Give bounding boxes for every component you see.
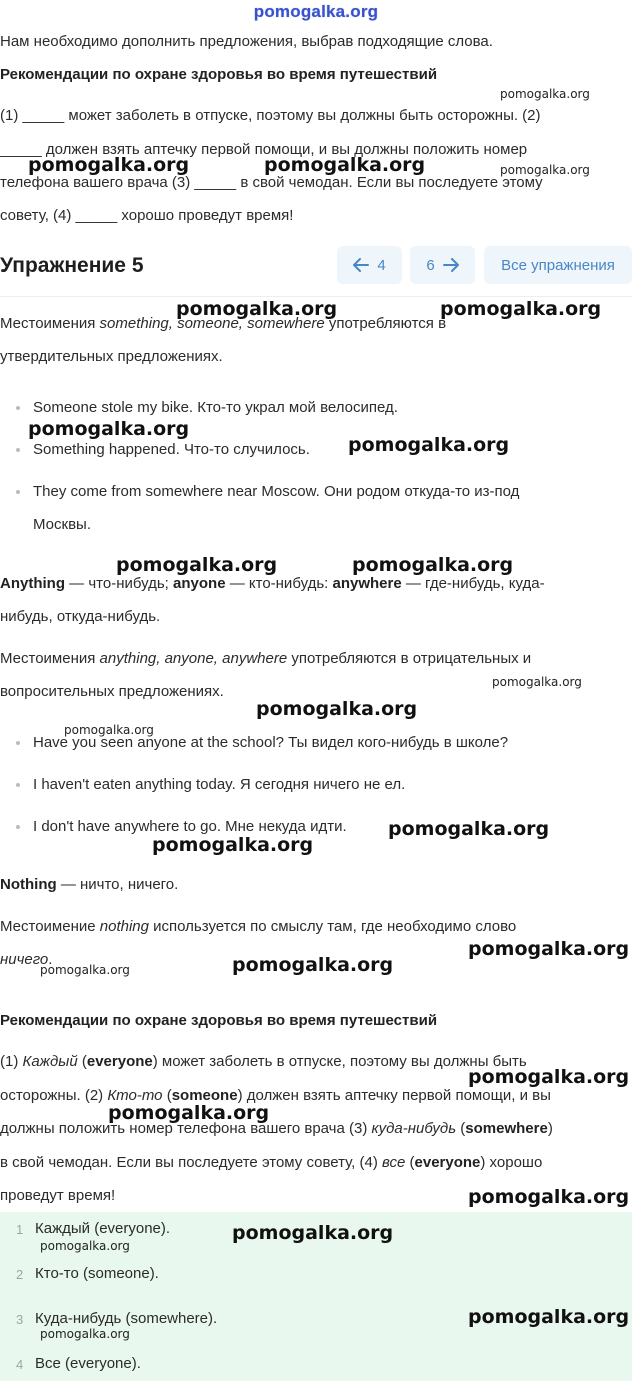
task-line-4: совету, (4) _____ хорошо проведут время!	[0, 207, 294, 224]
watermark: pomogalka.org	[468, 1186, 630, 1208]
answer-number: 2	[16, 1267, 24, 1282]
example-something: Something happened. Что-то случилось.	[33, 441, 310, 458]
any-definitions-line-2: нибудь, откуда-нибудь.	[0, 608, 161, 625]
watermark: pomogalka.org	[468, 1066, 630, 1088]
example-anything: I haven't eaten anything today. Я сегодня ничего не ел.	[33, 776, 406, 793]
watermark: pomogalka.org	[500, 87, 590, 101]
theory-paragraph-3: Местоимение nothing используется по смыслу там, где необходимо слово	[0, 918, 517, 935]
bullet-dot-icon	[16, 406, 20, 410]
bullet-dot-icon	[16, 825, 20, 829]
answer-number: 4	[16, 1357, 24, 1372]
prev-exercise-button[interactable]	[337, 246, 402, 284]
solution-line-2: осторожны. (2) Кто-то (someone) должен взять аптечку первой помощи, и вы	[0, 1087, 551, 1104]
theory-paragraph-3-line-2: ничего.	[0, 951, 53, 968]
watermark: pomogalka.org	[500, 163, 590, 177]
next-exercise-label: 6	[426, 256, 435, 274]
watermark: pomogalka.org	[116, 554, 278, 576]
divider	[0, 296, 632, 297]
watermark: pomogalka.org	[176, 298, 338, 320]
theory-paragraph-1-line-2: утвердительных предложениях.	[0, 348, 223, 365]
example-anyone: Have you seen anyone at the school? Ты видел кого-нибудь в школе?	[33, 734, 509, 751]
theory-paragraph-2: Местоимения anything, anyone, anywhere употребляются в отрицательных и	[0, 650, 532, 667]
watermark: pomogalka.org	[28, 418, 190, 440]
example-somewhere: They come from somewhere near Moscow. Они родом откуда-то из-под	[33, 483, 520, 500]
intro-text: Нам необходимо дополнить предложения, выбрав подходящие слова.	[0, 33, 493, 50]
bullet-dot-icon	[16, 490, 20, 494]
watermark: pomogalka.org	[492, 675, 582, 689]
answer-text: Каждый (everyone).	[35, 1220, 171, 1237]
theory-paragraph-1: Местоимения something, someone, somewhere употребляются в	[0, 315, 447, 332]
example-somewhere-line-2: Москвы.	[33, 516, 91, 533]
bullet-dot-icon	[16, 783, 20, 787]
answer-text: Куда-нибудь (somewhere).	[35, 1310, 218, 1327]
solution-title: Рекомендации по охране здоровья во время путешествий	[0, 1012, 438, 1029]
task-line-3: телефона вашего врача (3) _____ в свой чемодан. Если вы последуете этому	[0, 174, 543, 191]
task-title: Рекомендации по охране здоровья во время путешествий	[0, 66, 438, 83]
bullet-dot-icon	[16, 448, 20, 452]
answer-text: Кто-то (someone).	[35, 1265, 159, 1282]
example-someone: Someone stole my bike. Кто-то украл мой велосипед.	[33, 399, 398, 416]
nothing-definition: Nothing — ничто, ничего.	[0, 876, 179, 893]
watermark: pomogalka.org	[40, 963, 130, 977]
site-header-watermark: pomogalka.org	[253, 2, 379, 21]
watermark: pomogalka.org	[468, 938, 630, 960]
watermark: pomogalka.org	[108, 1102, 270, 1124]
next-exercise-button[interactable]	[410, 246, 475, 284]
watermark: pomogalka.org	[440, 298, 602, 320]
watermark: pomogalka.org	[468, 1306, 630, 1328]
watermark: pomogalka.org	[232, 954, 394, 976]
watermark: pomogalka.org	[64, 723, 154, 737]
solution-line-3: должны положить номер телефона вашего врача (3) куда-нибудь (somewhere)	[0, 1120, 553, 1137]
theory-paragraph-2-line-2: вопросительных предложениях.	[0, 683, 224, 700]
watermark: pomogalka.org	[388, 818, 550, 840]
watermark: pomogalka.org	[352, 554, 514, 576]
arrow-right-icon	[443, 258, 459, 272]
answer-number: 3	[16, 1312, 24, 1327]
solution-line-5: проведут время!	[0, 1187, 116, 1204]
watermark: pomogalka.org	[232, 1222, 394, 1244]
answer-text: Все (everyone).	[35, 1355, 141, 1372]
watermark: pomogalka.org	[28, 154, 190, 176]
exercise-title: Упражнение 5	[0, 254, 144, 277]
watermark: pomogalka.org	[40, 1239, 130, 1253]
all-exercises-button[interactable]: Все упражнения	[484, 246, 632, 284]
solution-line-1: (1) Каждый (everyone) может заболеть в отпуске, поэтому вы должны быть	[0, 1053, 527, 1070]
watermark: pomogalka.org	[264, 154, 426, 176]
bullet-dot-icon	[16, 741, 20, 745]
solution-line-4: в свой чемодан. Если вы последуете этому совету, (4) все (everyone) хорошо	[0, 1154, 543, 1171]
watermark: pomogalka.org	[152, 834, 314, 856]
task-line-1: (1) _____ может заболеть в отпуске, поэтому вы должны быть осторожны. (2)	[0, 107, 541, 124]
task-line-2: _____ должен взять аптечку первой помощи, и вы должны положить номер	[0, 141, 528, 158]
watermark: pomogalka.org	[40, 1327, 130, 1341]
arrow-left-icon	[353, 258, 369, 272]
watermark: pomogalka.org	[348, 434, 510, 456]
prev-exercise-label: 4	[377, 256, 386, 274]
answer-number: 1	[16, 1222, 24, 1237]
any-definitions: Anything — что-нибудь; anyone — кто-нибудь: anywhere — где-нибудь, куда-	[0, 575, 545, 592]
watermark: pomogalka.org	[256, 698, 418, 720]
example-anywhere: I don't have anywhere to go. Мне некуда идти.	[33, 818, 347, 835]
